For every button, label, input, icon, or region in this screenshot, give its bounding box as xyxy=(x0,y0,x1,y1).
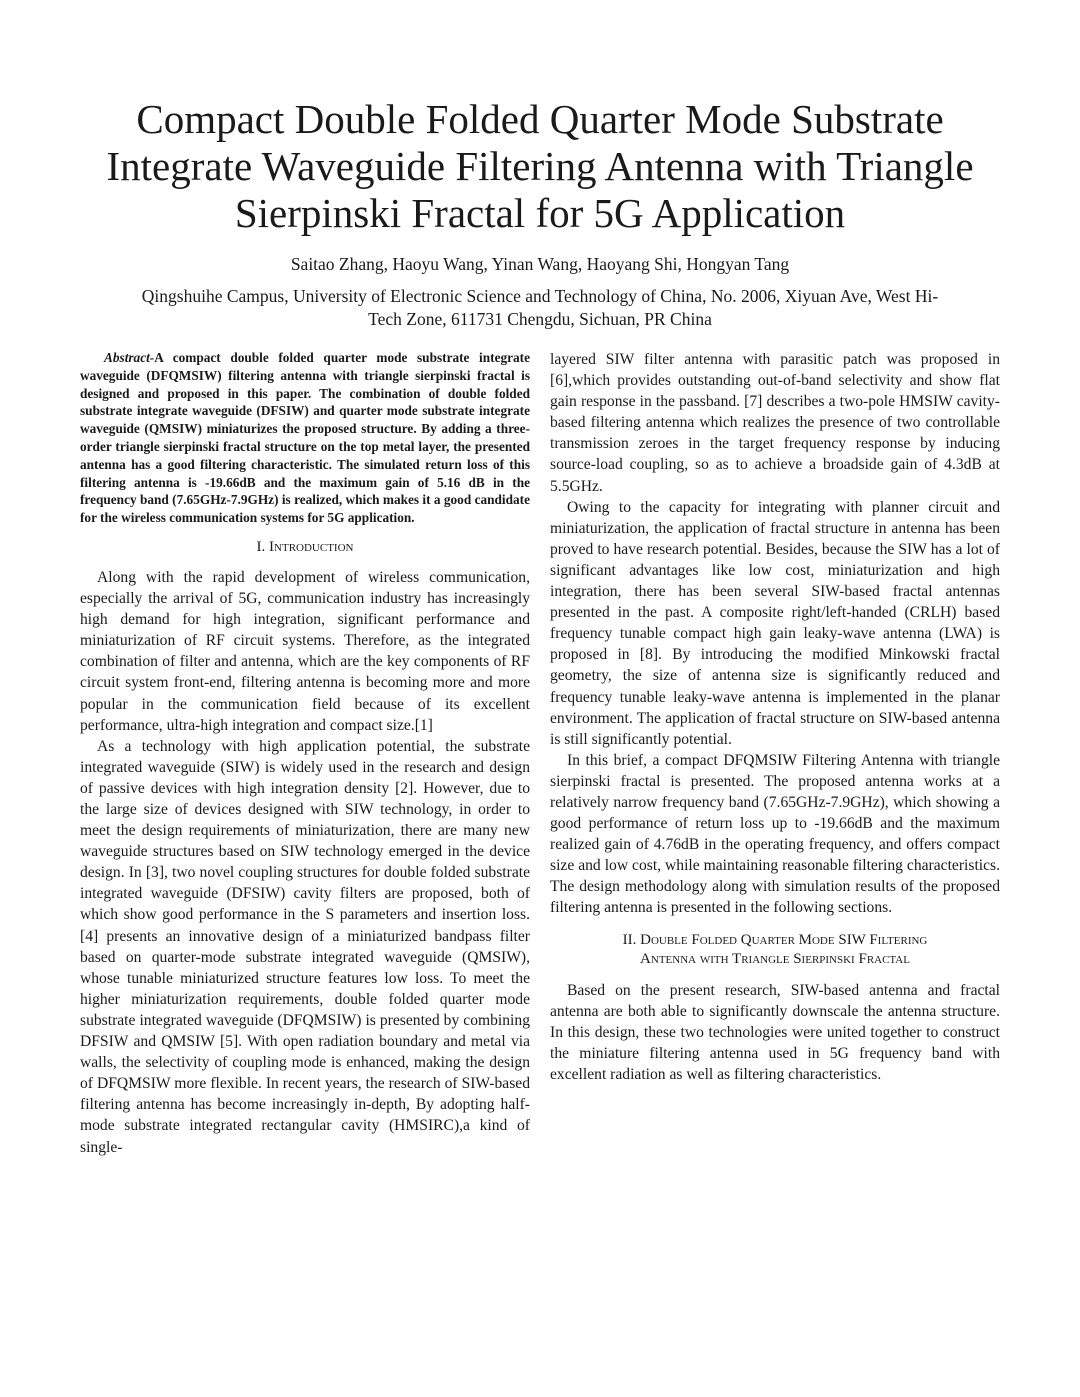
section-number: II. xyxy=(622,931,637,948)
section-title-line-2: Antenna with Triangle Sierpinski Fractal xyxy=(640,950,910,967)
section-heading-introduction xyxy=(80,537,530,557)
intro-paragraph-2: As a technology with high application potential, the substrate integrated waveguide (SIW) is widely used in the research and design of passive devices with high integration density [2]. However, due to the large size of devices designed with SIW technology, in order to meet the design requirements of miniaturization, there are many new waveguide structures based on SIW technology emerged in the device design. In [3], two novel coupling structures for double folded substrate integrated waveguide (DFSIW) cavity filters are proposed, both of which show good performance in the S parameters and insertion loss. [4] presents an innovative design of a miniaturized bandpass filter based on quarter-mode substrate integrated waveguide (QMSIW), whose tunable miniaturized structure features low loss. To meet the higher miniaturization requirements, double folded quarter mode substrate integrated waveguide (DFQMSIW) is presented by combining DFSIW and QMSIW [5]. With open radiation boundary and metal via walls, the selectivity of coupling mode is enhanced, making the design of DFQMSIW more flexible. In recent years, the research of SIW-based filtering antenna has become increasingly in-depth, By adopting half-mode substrate integrated rectangular cavity (HMSIRC),a kind of single- xyxy=(80,737,530,1156)
affiliation-line-2: Tech Zone, 611731 Chengdu, Sichuan, PR China xyxy=(368,309,712,329)
intro-paragraph-5: In this brief, a compact DFQMSIW Filtering Antenna with triangle sierpinski fractal is presented. The proposed antenna works at a relatively narrow frequency band (7.65GHz-7.9GHz), which showing a good performance of return loss up to -19.66dB and the maximum realized gain of 4.76dB in the operating frequency, and offers compact size and low cost, while maintaining reasonable filtering characteristics. The design methodology along with simulation results of the proposed filtering antenna is presented in the following sections. xyxy=(550,751,1000,917)
intro-paragraph-3: layered SIW filter antenna with parasitic patch was proposed in [6],which provides outstanding out-of-band selectivity and show flat gain response in the passband. [7] describes a two-pole HMSIW cavity-based filtering antenna which realizes the presence of two controllable transmission zeroes in the target frequency response by inducing source-load coupling, so as to achieve a broadside gain of 4.3dB at 5.5GHz. xyxy=(550,351,1000,495)
left-column xyxy=(80,349,530,1158)
affiliation xyxy=(80,285,1000,331)
title-line-1: Compact Double Folded Quarter Mode Substrate xyxy=(136,96,944,142)
affiliation-line-1: Qingshuihe Campus, University of Electronic Science and Technology of China, No. 2006, Xiyuan Ave, West Hi- xyxy=(141,286,939,306)
abstract xyxy=(80,349,530,527)
design-paragraph-1: Based on the present research, SIW-based antenna and fractal antenna are both able to significantly downscale the antenna structure. In this design, these two technologies were united together to construct the miniature filtering antenna used in 5G frequency band with excellent radiation as well as filtering characteristics. xyxy=(550,981,1000,1083)
right-column xyxy=(550,349,1000,1085)
section-number: I. xyxy=(256,538,266,555)
section-heading-design xyxy=(550,931,1000,969)
intro-paragraph-4: Owing to the capacity for integrating with planner circuit and miniaturization, the application of fractal structure in antenna has been proved to have research potential. Besides, because the SIW has a lot of significant advantages like low cost, miniaturization and high integration, there has been several SIW-based fractal antennas presented in the past. A composite right/left-handed (CRLH) based frequency tunable compact high gain leaky-wave antenna (LWA) is proposed in [8]. By introducing the modified Minkowski fractal geometry, the size of antenna size is significantly reduced and frequency tunable leaky-wave antenna is implemented in the planar environment. The application of fractal structure on SIW-based antenna is still significantly potential. xyxy=(550,498,1000,748)
abstract-label: Abstract- xyxy=(104,350,155,365)
section-title: Introduction xyxy=(269,538,354,555)
section-title-line-1: Double Folded Quarter Mode SIW Filtering xyxy=(640,931,928,948)
paper-title xyxy=(40,96,1040,237)
intro-paragraph-1: Along with the rapid development of wireless communication, especially the arrival of 5G, communication industry has increasingly high demand for high integration, significant performance and miniaturization of RF circuit systems. Therefore, as the integrated combination of filter and antenna, which are the key components of RF circuit system front-end, filtering antenna is becoming more and more popular in the communication field because of its excellent performance, ultra-high integration and compact size.[1] xyxy=(80,568,530,734)
title-line-3: Sierpinski Fractal for 5G Application xyxy=(234,190,846,236)
title-line-2: Integrate Waveguide Filtering Antenna with Triangle xyxy=(106,143,974,189)
abstract-text: A compact double folded quarter mode substrate integrate waveguide (DFQMSIW) filtering antenna with triangle sierpinski fractal is designed and proposed in this paper. The combination of double folded substrate integrate waveguide (DFSIW) and quarter mode substrate integrate waveguide (QMSIW) miniaturizes the proposed structure. By adding a three-order triangle sierpinski fractal structure on the top metal layer, the presented antenna has a good filtering characteristic. The simulated return loss of this filtering antenna is -19.66dB and the maximum gain of 5.16 dB in the frequency band (7.65GHz-7.9GHz) is realized, which makes it a good candidate for the wireless communication systems for 5G application. xyxy=(80,350,530,526)
author-list: Saitao Zhang, Haoyu Wang, Yinan Wang, Haoyang Shi, Hongyan Tang xyxy=(290,254,790,274)
